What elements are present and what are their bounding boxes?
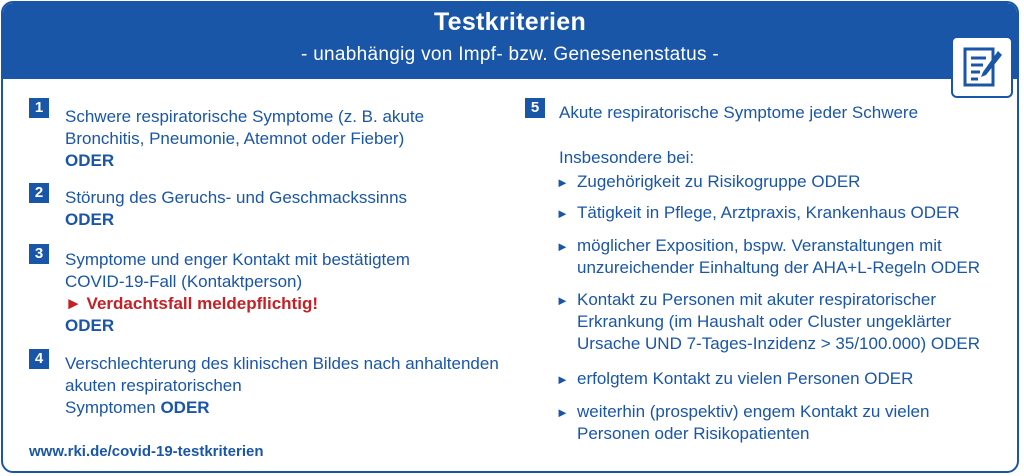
form-edit-icon (951, 36, 1013, 98)
bullet-4-line-1: Kontakt zu Personen mit akuter respiratorischer (577, 290, 937, 309)
criterion-4-oder: ODER (160, 398, 210, 417)
triangle-right-icon: ► (556, 293, 569, 308)
triangle-right-icon: ► (556, 175, 569, 190)
bullet-6 (577, 401, 929, 445)
criterion-3 (65, 249, 410, 337)
triangle-right-icon: ► (556, 206, 569, 221)
bullet-1 (577, 171, 860, 193)
bullet-3 (577, 235, 980, 279)
criterion-4-line-2: akuten respiratorischen (65, 376, 242, 395)
triangle-right-icon: ► (556, 239, 569, 254)
item-number-5: 5 (525, 98, 545, 118)
criterion-3-line-2: COVID-19-Fall (Kontaktperson) (65, 272, 303, 291)
bullet-2-line-1: Tätigkeit in Pflege, Arztpraxis, Krankenhaus ODER (577, 203, 960, 222)
criterion-4-line-1: Verschlechterung des klinischen Bildes nach anhaltenden (65, 354, 499, 373)
criterion-1 (65, 106, 424, 172)
bullet-2 (577, 202, 960, 224)
item-number-4: 4 (29, 349, 49, 369)
criterion-5-heading: Akute respiratorische Symptome jeder Schwere (559, 103, 919, 122)
criterion-1-line-1: Schwere respiratorische Symptome (z. B. akute (65, 107, 425, 126)
criterion-1-oder: ODER (65, 151, 115, 170)
bullet-1-line-1: Zugehörigkeit zu Risikogruppe ODER (577, 172, 861, 191)
triangle-right-icon: ► (556, 405, 569, 420)
bullet-4 (577, 289, 980, 355)
item-number-1: 1 (29, 98, 49, 118)
bullet-5 (577, 368, 913, 390)
criterion-4 (65, 353, 499, 419)
criterion-4-line-3 (65, 397, 499, 419)
bullet-6-line-1: weiterhin (prospektiv) engem Kontakt zu vielen (577, 402, 930, 421)
header (3, 3, 1017, 79)
criterion-4-last-line: Symptomen (65, 398, 156, 417)
suspected-case-alert: ► Verdachtsfall meldepflichtig! (65, 294, 318, 313)
bullet-3-line-2: unzureichender Einhaltung der AHA+L-Regeln ODER (577, 258, 981, 277)
page-subtitle: - unabhängig von Impf- bzw. Genesenenstatus - (300, 44, 720, 65)
testkriterien-card (1, 1, 1019, 473)
bullet-4-line-3: Ursache UND 7-Tages-Inzidenz > 35/100.000) ODER (577, 334, 980, 353)
triangle-right-icon: ► (556, 372, 569, 387)
bullet-5-line-1: erfolgtem Kontakt zu vielen Personen ODER (577, 369, 914, 388)
criterion-5-intro: Insbesondere bei: (559, 148, 695, 167)
criterion-2 (65, 187, 407, 231)
criterion-3-line-1: Symptome und enger Kontakt mit bestätigtem (65, 250, 410, 269)
bullet-3-line-1: möglicher Exposition, bspw. Veranstaltungen mit (577, 236, 942, 255)
item-number-2: 2 (29, 183, 49, 203)
criterion-3-oder: ODER (65, 316, 115, 335)
criterion-2-oder: ODER (65, 210, 115, 229)
criterion-1-line-2: Bronchitis, Pneumonie, Atemnot oder Fieber) (65, 129, 405, 148)
page-title: Testkriterien (433, 8, 587, 36)
bullet-4-line-2: Erkrankung (im Haushalt oder Cluster ungeklärter (577, 312, 952, 331)
bullet-6-line-2: Personen oder Risikopatienten (577, 424, 810, 443)
item-number-3: 3 (29, 244, 49, 264)
criterion-2-line-1: Störung des Geruchs- und Geschmackssinns (65, 188, 408, 207)
rki-link[interactable]: www.rki.de/covid-19-testkriterien (29, 443, 264, 460)
